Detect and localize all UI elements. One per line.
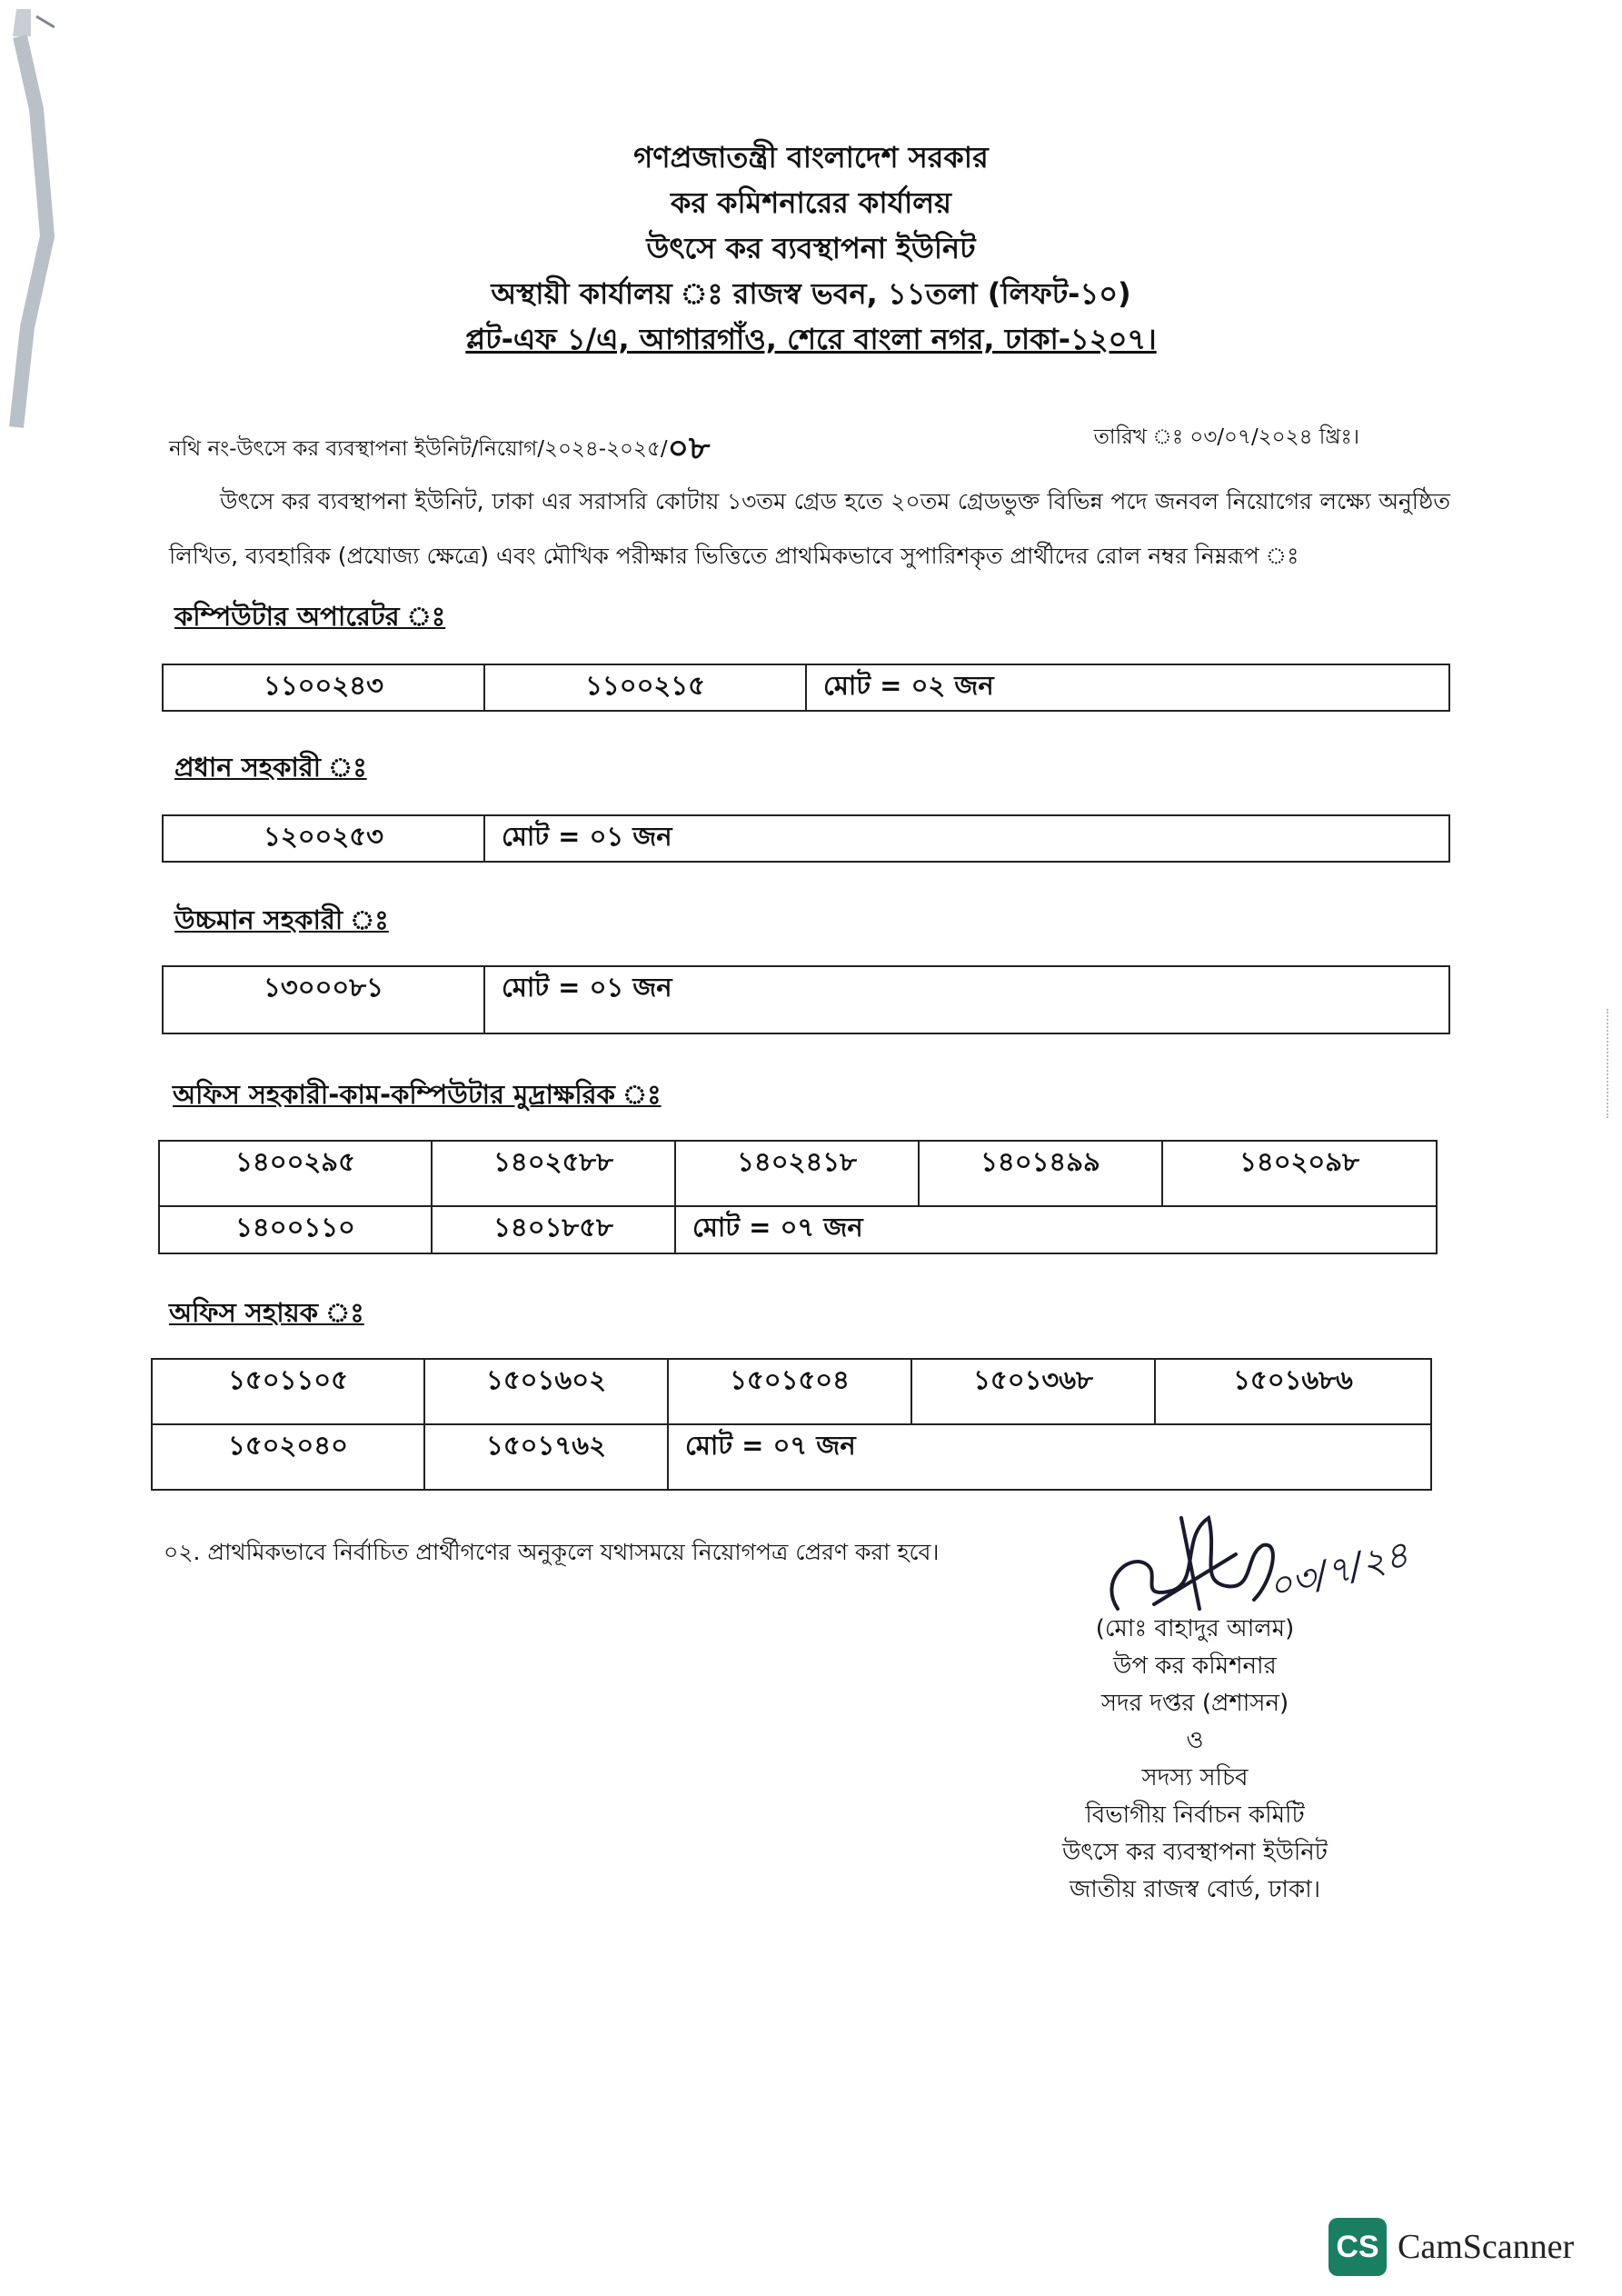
roll-number: ১৫০১১০৫ bbox=[152, 1359, 424, 1424]
file-number bbox=[169, 420, 710, 474]
section-title-office-assistant-typist: অফিস সহকারী-কাম-কম্পিউটার মুদ্রাক্ষরিক ঃ bbox=[173, 1079, 662, 1110]
header-temporary-office: অস্থায়ী কার্যালয় ঃ রাজস্ব ভবন, ১১তলা (লিফট-১০) bbox=[491, 276, 1131, 311]
section-title-office-helper: অফিস সহায়ক ঃ bbox=[169, 1297, 364, 1328]
section-title-upper-assistant: উচ্চমান সহকারী ঃ bbox=[174, 904, 389, 935]
roll-number: ১৩০০০৮১ bbox=[163, 966, 484, 1033]
header-office: কর কমিশনারের কার্যালয় bbox=[670, 185, 952, 220]
signature-date: ০৩/৭/২৪ bbox=[1264, 1533, 1413, 1609]
roll-number: ১১০০২১৫ bbox=[484, 664, 806, 711]
table-computer-operator bbox=[162, 664, 1450, 712]
total-count: মোট = ০২ জন bbox=[806, 664, 1449, 711]
roll-number: ১৪০২০৯৮ bbox=[1162, 1141, 1437, 1206]
roll-number: ১২০০২৫৩ bbox=[163, 815, 484, 862]
roll-number: ১৫০১৬৮৬ bbox=[1155, 1359, 1431, 1424]
signature-block bbox=[990, 1611, 1399, 1909]
table-row bbox=[159, 1206, 1437, 1253]
signatory-designation: উপ কর কমিশনার bbox=[1113, 1652, 1277, 1680]
roll-number: ১৫০২০৪০ bbox=[152, 1424, 424, 1490]
table-row bbox=[163, 664, 1449, 711]
total-count: মোট = ০৭ জন bbox=[668, 1424, 1431, 1490]
signatory-board: জাতীয় রাজস্ব বোর্ড, ঢাকা। bbox=[1069, 1876, 1321, 1903]
document-header bbox=[0, 135, 1622, 362]
table-row bbox=[152, 1424, 1431, 1490]
signatory-conjunction: ও bbox=[1186, 1727, 1204, 1754]
signatory-unit: উৎসে কর ব্যবস্থাপনা ইউনিট bbox=[1062, 1839, 1328, 1866]
roll-number: ১৪০২৪১৮ bbox=[675, 1141, 919, 1206]
signatory-role: সদস্য সচিব bbox=[1141, 1764, 1249, 1792]
header-address: প্লট-এফ ১/এ, আগারগাঁও, শেরে বাংলা নগর, ঢাকা-১২০৭। bbox=[465, 322, 1157, 356]
table-row bbox=[163, 966, 1449, 1033]
handwritten-signature bbox=[1045, 1500, 1427, 1627]
table-office-assistant-typist bbox=[158, 1140, 1438, 1254]
header-government: গণপ্রজাতন্ত্রী বাংলাদেশ সরকার bbox=[633, 140, 989, 175]
scan-edge-marks bbox=[1607, 1009, 1611, 1118]
total-count: মোট = ০১ জন bbox=[484, 966, 1449, 1033]
paragraph-two: ০২. প্রাথমিকভাবে নির্বাচিত প্রার্থীগণের অনুকূলে যথাসময়ে নিয়োগপত্র প্রেরণ করা হবে। bbox=[164, 1539, 940, 1565]
file-number-handwritten: ০৮ bbox=[667, 429, 711, 467]
roll-number: ১৫০১৫০৪ bbox=[668, 1359, 911, 1424]
document-date: তারিখ ঃ ০৩/০৭/২০২৪ খ্রিঃ। bbox=[1093, 425, 1359, 449]
file-number-text: নথি নং-উৎসে কর ব্যবস্থাপনা ইউনিট/নিয়োগ/২০২৪-২০২৫/ bbox=[169, 437, 668, 461]
signatory-name: (মোঃ বাহাদুর আলম) bbox=[1095, 1615, 1295, 1642]
roll-number: ১৪০০১১০ bbox=[159, 1206, 432, 1253]
roll-number: ১৫০১৩৬৮ bbox=[911, 1359, 1155, 1424]
total-count: মোট = ০৭ জন bbox=[675, 1206, 1437, 1253]
table-upper-assistant bbox=[162, 965, 1450, 1034]
table-office-helper bbox=[151, 1358, 1432, 1491]
signatory-office: সদর দপ্তর (প্রশাসন) bbox=[1100, 1690, 1289, 1717]
total-count: মোট = ০১ জন bbox=[484, 815, 1449, 862]
table-row bbox=[163, 815, 1449, 862]
roll-number: ১১০০২৪৩ bbox=[163, 664, 484, 711]
roll-number: ১৪০০২৯৫ bbox=[159, 1141, 432, 1206]
section-title-computer-operator: কম্পিউটার অপারেটর ঃ bbox=[174, 601, 446, 632]
table-row bbox=[152, 1359, 1431, 1424]
roll-number: ১৫০১৬০২ bbox=[424, 1359, 668, 1424]
roll-number: ১৪০১৮৫৮ bbox=[432, 1206, 675, 1253]
signatory-committee: বিভাগীয় নির্বাচন কমিটি bbox=[1085, 1802, 1305, 1829]
intro-paragraph: উৎসে কর ব্যবস্থাপনা ইউনিট, ঢাকা এর সরাসরি কোটায় ১৩তম গ্রেড হতে ২০তম গ্রেডভুক্ত বিভিন্ন পদে জনবল নিয়োগের লক্ষ্যে অনুষ্ঠিত লিখিত, ব্যবহারিক (প্রযোজ্য ক্ষেত্রে) এবং মৌখিক পরীক্ষার ভিত্তিতে প্রাথমিকভাবে সুপারিশকৃত প্রার্থীদের রোল নম্বর নিম্নরূপ ঃ bbox=[169, 488, 1450, 569]
camscanner-watermark bbox=[1328, 2218, 1574, 2276]
table-head-assistant bbox=[162, 814, 1450, 863]
header-unit: উৎসে কর ব্যবস্থাপনা ইউনিট bbox=[646, 231, 976, 265]
camscanner-logo-icon: CS bbox=[1328, 2218, 1387, 2276]
section-title-head-assistant: প্রধান সহকারী ঃ bbox=[174, 752, 367, 783]
roll-number: ১৪০২৫৮৮ bbox=[432, 1141, 675, 1206]
camscanner-text: CamScanner bbox=[1398, 2228, 1575, 2266]
roll-number: ১৫০১৭৬২ bbox=[424, 1424, 668, 1490]
roll-number: ১৪০১৪৯৯ bbox=[919, 1141, 1162, 1206]
table-row bbox=[159, 1141, 1437, 1206]
